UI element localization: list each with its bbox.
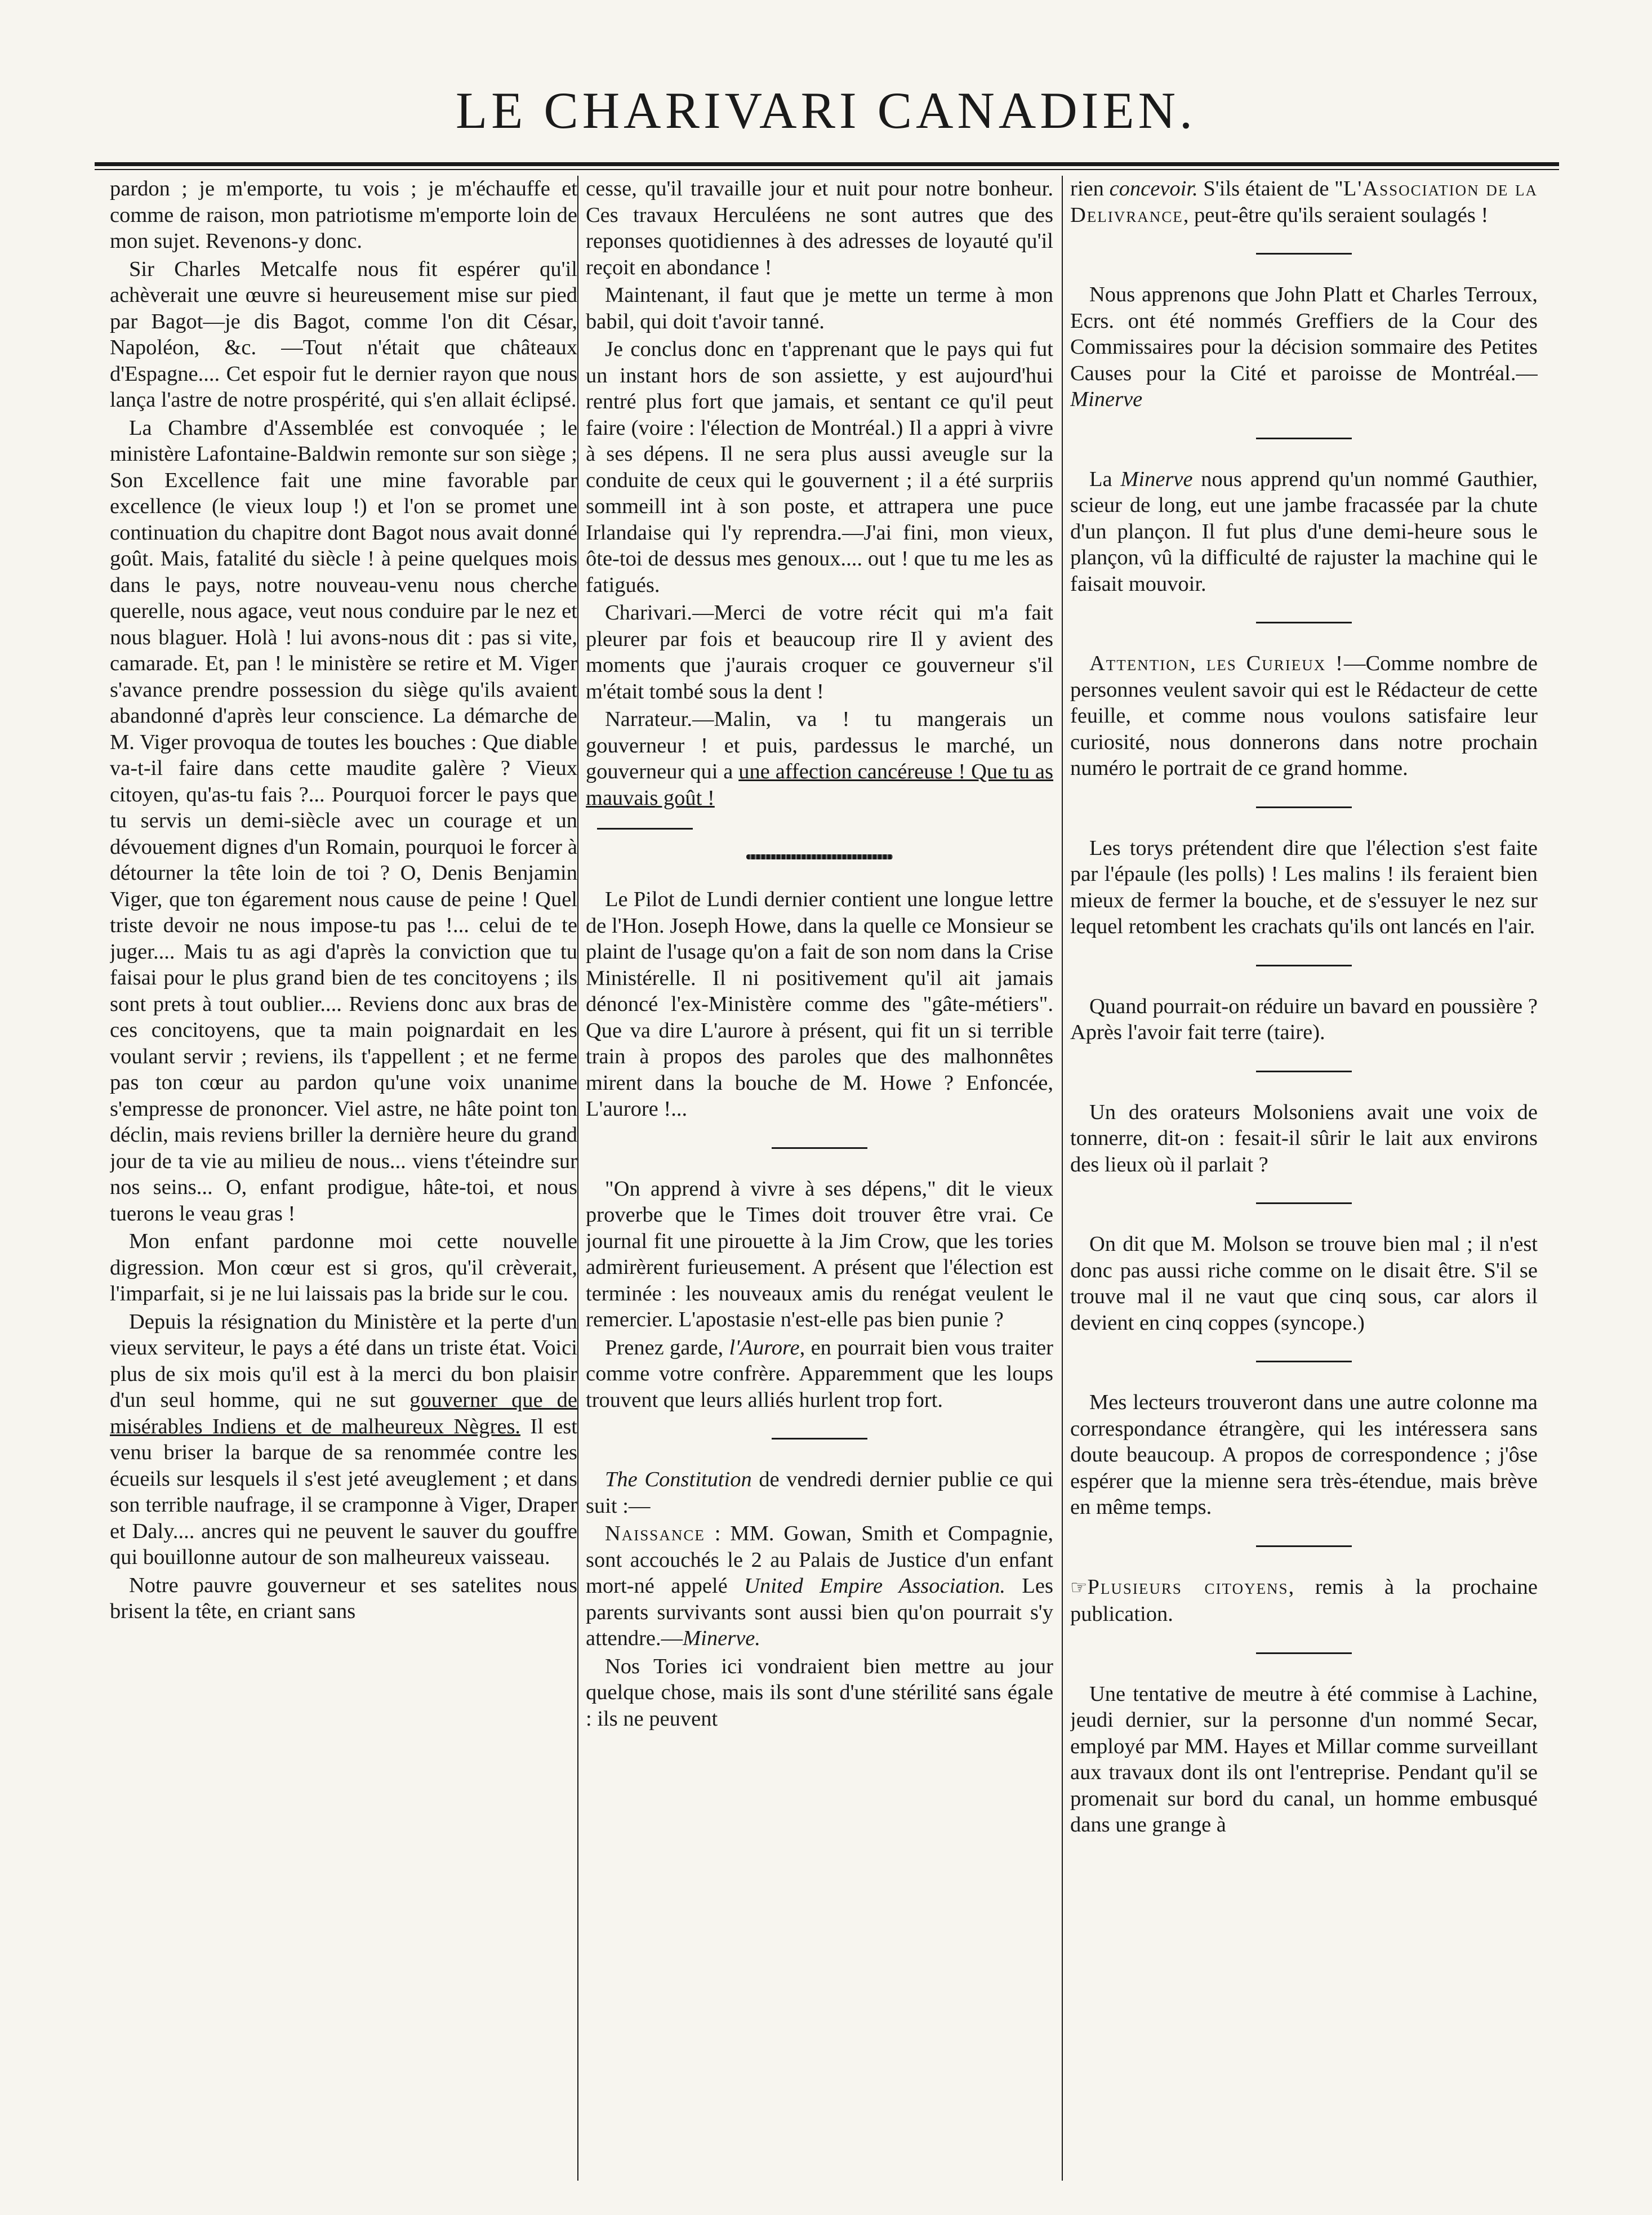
separator-rule bbox=[1256, 1071, 1352, 1072]
paragraph: On dit que M. Molson se trouve bien mal ; il n'est donc pas aussi riche comme on le disait être. S'il se trouve mal il ne vaut que cinq sous, car alors il devient en cinq coppes (syncope.) bbox=[1070, 1232, 1538, 1335]
paragraph: Une tentative de meutre à été commise à Lachine, jeudi dernier, sur la personne d'un nommé Secar, employé par MM. Hayes et Millar comme surveillant aux travaux dont ils ont l'entreprise. Pendant qu'il se promenait sur bord du canal, un homme embusqué dans une grange à bbox=[1070, 1682, 1538, 1837]
text-run: , peut-être qu'ils seraient soulagés ! bbox=[1183, 203, 1489, 227]
masthead-rule bbox=[95, 162, 1559, 166]
paragraph: Mes lecteurs trouveront dans une autre colonne ma correspondance étrangère, qui les intéressera sans doute beaucoup. A propos de correspondence ; j'ôse espérer que la mienne sera très-étendue, mais brève en même temps. bbox=[1070, 1390, 1538, 1519]
text-run: —Comme nombre de personnes veulent savoir qui est le Rédacteur de cette feuille, et comme nous voulons satisfaire leur curiosité, nous donnerons dans notre prochain numéro le portrait de ce grand homme. bbox=[1070, 652, 1538, 780]
paragraph bbox=[1070, 1574, 1538, 1628]
paragraph: Quand pourrait-on réduire un bavard en poussière ? Après l'avoir fait terre (taire). bbox=[1070, 994, 1538, 1044]
separator-rule bbox=[772, 1438, 867, 1439]
separator-rule bbox=[772, 1147, 867, 1149]
paragraph bbox=[1070, 176, 1538, 228]
paragraph: "On apprend à vivre à ses dépens," dit le vieux proverbe que le Times doit trouver être vrai. Ce journal fit une pirouette à la Jim Crow, que les tories admirèrent furieusement. A présent que l'élection est terminée : les nouveaux amis du renégat veulent le remercier. L'apostasie n'est-elle pas bien punie ? bbox=[586, 1176, 1053, 1331]
text-run: de vendredi dernier publie ce qui suit :— bbox=[586, 1468, 1053, 1518]
text-run: , remis à la prochaine publication. bbox=[1070, 1575, 1538, 1626]
text-run: Les parents survivants sont aussi bien qu'on pourrait s'y attendre.— bbox=[586, 1574, 1053, 1650]
paragraph: cesse, qu'il travaille jour et nuit pour notre bonheur. Ces travaux Herculéens ne sont autres que des reponses quotidiennes à des adresses de loyauté qu'il reçoit en abondance ! bbox=[586, 177, 1053, 279]
column-1 bbox=[110, 176, 577, 2181]
paragraph bbox=[586, 1521, 1053, 1652]
text-run: Depuis la résignation du Ministère et la perte d'un vieux serviteur, le pays a été dans un triste état. Voici plus de six mois qu'il est à la merci du bon plaisir d'un seul homme, qui ne sut bbox=[110, 1309, 577, 1412]
separator-rule bbox=[1256, 1545, 1352, 1547]
text-run: Nous apprenons que John Platt et Charles Terroux, Ecrs. ont été nommés Greffiers de la Cour des Commissaires pour la décision sommaire des Petites Causes pour la Cité et paroisse de Montréal.— bbox=[1070, 283, 1538, 385]
column-2 bbox=[586, 176, 1053, 2181]
text-run: Narrateur.—Malin, va ! tu mangerais un gouverneur ! et puis, pardessus le marché, un gouverneur qui a bbox=[586, 707, 1053, 783]
italic-text: concevoir. bbox=[1109, 177, 1198, 200]
underlined-text: une affection cancéreuse ! Que tu as mauvais goût ! bbox=[586, 760, 1053, 810]
pointing-hand-icon: ☞ bbox=[1070, 1577, 1088, 1598]
column-divider bbox=[1062, 176, 1063, 2181]
underlined-text: gouverner que de misérables Indiens et de malheureux Nègres. bbox=[110, 1388, 577, 1438]
separator-rule bbox=[1256, 806, 1352, 808]
paragraph bbox=[586, 1467, 1053, 1519]
paragraph: Charivari.—Merci de votre récit qui m'a fait pleurer par fois et beaucoup rire Il y avient des moments que j'aurais croquer ce gouverneur s'il m'était tombé sous la dent ! bbox=[586, 601, 1053, 703]
text-run: S'ils étaient de " bbox=[1197, 177, 1343, 200]
paragraph bbox=[586, 706, 1053, 811]
separator-rule bbox=[1256, 253, 1352, 255]
separator-rule bbox=[1256, 438, 1352, 439]
paragraph: Un des orateurs Molsoniens avait une voix de tonnerre, dit-on : fesait-il sûrir le lait aux environs des lieux où il parlait ? bbox=[1070, 1100, 1538, 1176]
italic-text: United Empire Association. bbox=[744, 1574, 1006, 1598]
italic-text: Minerve bbox=[1120, 467, 1193, 491]
small-caps-text: Attention, les Curieux ! bbox=[1089, 652, 1344, 675]
paragraph: Les torys prétendent dire que l'élection s'est faite par l'épaule (les polls) ! Les malins ! ils feraient bien mieux de fermer la bouche, et de s'essuyer le nez sur lequel retombent les crachats qu'ils ont lancés en l'air. bbox=[1070, 836, 1538, 938]
separator-rule bbox=[1256, 965, 1352, 966]
text-run: La bbox=[1089, 467, 1121, 491]
ornamental-separator bbox=[746, 854, 893, 859]
italic-text: Minerve. bbox=[683, 1626, 760, 1650]
text-run: Il est venu briser la barque de sa renommée contre les écueils sur lesquels il s'est jeté aveuglement ; et dans son terrible naufrage, il se cramponne à Viger, Draper et Daly.... ancres qui ne peuvent le sauver du gouffre qui bouillonne autour de son malheureux vaisseau. bbox=[110, 1414, 577, 1569]
masthead-title: LE CHARIVARI CANADIEN. bbox=[455, 82, 1197, 139]
paragraph: Notre pauvre gouverneur et ses satelites nous brisent la tête, en criant sans bbox=[110, 1573, 577, 1623]
text-run: Prenez garde, bbox=[605, 1335, 729, 1360]
italic-text: l'Aurore bbox=[729, 1335, 800, 1360]
text-run: , en pourrait bien vous traiter comme votre confrère. Apparemment que les loups trouvent que leurs alliés hurlent trop fort. bbox=[586, 1335, 1053, 1412]
paragraph bbox=[1070, 282, 1538, 413]
separator-rule bbox=[1256, 1652, 1352, 1654]
separator-rule bbox=[1256, 1202, 1352, 1204]
paragraph bbox=[1070, 650, 1538, 782]
paragraph: Maintenant, il faut que je mette un terme à mon babil, qui doit t'avoir tanné. bbox=[586, 283, 1053, 333]
column-divider bbox=[577, 176, 578, 2181]
text-run: nous apprend qu'un nommé Gauthier, scieur de long, eut une jambe fracassée par la chute d'un plançon. Il fut plus d'une demi-heure sous le plançon, vû la difficulté de rajuster la machine qui le faisait mouvoir. bbox=[1070, 467, 1538, 596]
paragraph: La Chambre d'Assemblée est convoquée ; le ministère Lafontaine-Baldwin remonte sur son siège ; Son Excellence fait une mine favorable par excellence (le vieux loup !) et l'on se promet une continuation du chapitre dont Bagot nous avait donné goût. Mais, fatalité du siècle ! à peine quelques mois dans le pays, notre nouveau-venu nous cherche querelle, nous agace, veut nous conduire par le nez et nous blaguer. Holà ! lui avons-nous dit : pas si vite, camarade. Et, pan ! le ministère se retire et M. Viger s'avance prendre possession du siège qu'ils avaient abandonné d'après leur conscience. La démarche de M. Viger provoqua de toutes les bouches : Que diable va-t-il faire dans cette maudite galère ? Vieux citoyen, qu'as-tu fais ?... Pourquoi forcer le pays que tu servis un demi-siècle avec un courage et un dévouement dignes d'un Romain, pourquoi le forcer à détourner la tête loin de toi ? O, Denis Benjamin Viger, que ton égarement nous cause de peine ! Quel triste devoir ne nous impose-tu pas !... celui de te juger.... Mais tu as agi d'après la conviction que tu faisai pour le plus grand bien de tes concitoyens ; ils sont prets à tout oublier.... Reviens donc aux bras de ces concitoyens, que ta main poignardait en les voulant servir ; reviens, ils t'appellent ; et ne ferme pas ton cœur au pardon qu'une voix unanime s'empresse de prononcer. Viel astre, ne hâte point ton déclin, mais reviens briller la dernière heure du grand jour de ta vie au milieu de nous... viens t'éteindre sur nos seins... O, enfant prodigue, hâte-toi, et nous tuerons le veau gras ! bbox=[110, 416, 577, 1225]
paragraph bbox=[586, 1335, 1053, 1414]
separator-rule bbox=[1256, 1361, 1352, 1362]
italic-text: Minerve bbox=[1070, 387, 1143, 411]
paragraph: Je conclus donc en t'apprenant que le pays qui fut un instant hors de son assiette, y est aujourd'hui rentré plus fort que jamais, et sentant ce qu'il peut faire (voire : l'élection de Montréal.) Il a appri à vivre à ses dépens. Il ne sera plus aussi aveugle sur la conduite de ceux qui le gouvernent ; il a été surpriis sommeill int à son poste, et attrapera une puce Irlandaise qui l'y reprendra.—J'ai fini, mon vieux, ôte-toi de dessus mes genoux.... out ! que tu me les as fatigués. bbox=[586, 337, 1053, 597]
paragraph bbox=[1070, 466, 1538, 598]
text-run: : MM. Gowan, Smith et Compagnie, sont accouchés le 2 au Palais de Justice d'un enfant mort-né appelé bbox=[586, 1522, 1053, 1598]
paragraph bbox=[110, 1309, 577, 1571]
small-caps-text: Plusieurs citoyens bbox=[1087, 1575, 1289, 1599]
column-3 bbox=[1070, 176, 1538, 2181]
paragraph: Le Pilot de Lundi dernier contient une longue lettre de l'Hon. Joseph Howe, dans la quelle ce Monsieur se plaint de l'usage qu'on a fait de son nom dans la Crise Ministérelle. Il ni positivement qu'il ait jamais dénoncé l'ex-Ministère comme des "gâte-métiers". Que va dire L'aurore à présent, qui fit un si terrible train à propos des paroles que des malhonnêtes mirent dans la bouche de M. Howe ? Enfoncée, L'aurore !... bbox=[586, 888, 1053, 1121]
paragraph: Mon enfant pardonne moi cette nouvelle digression. Mon cœur est si gros, qu'il crèverait, l'imparfait, si je ne lui laissais pas la bride sur le cou. bbox=[110, 1229, 577, 1305]
separator-rule bbox=[1256, 622, 1352, 623]
text-run: rien bbox=[1070, 177, 1110, 200]
small-caps-text: Naissance bbox=[605, 1522, 705, 1545]
small-caps-text: L'Association de la Delivrance bbox=[1070, 177, 1538, 227]
italic-text: The Constitution bbox=[605, 1468, 752, 1491]
paragraph: Sir Charles Metcalfe nous fit espérer qu'il achèverait une œuvre si heureusement mise sur pied par Bagot—je dis Bagot, comme l'on dit César, Napoléon, &c. —Tout n'était que châteaux d'Espagne.... Cet espoir fut le dernier rayon que nous lança l'astre de notre prospérité, qui s'en allait éclipsé. bbox=[110, 257, 577, 412]
paragraph: Nos Tories ici vondraient bien mettre au jour quelque chose, mais ils sont d'une stérilité sans égale : ils ne peuvent bbox=[586, 1654, 1053, 1731]
paragraph: pardon ; je m'emporte, tu vois ; je m'échauffe et comme de raison, mon patriotisme m'emporte loin de mon sujet. Revenons-y donc. bbox=[110, 177, 577, 253]
masthead-rule-thin bbox=[95, 169, 1559, 170]
separator-rule bbox=[597, 828, 693, 830]
